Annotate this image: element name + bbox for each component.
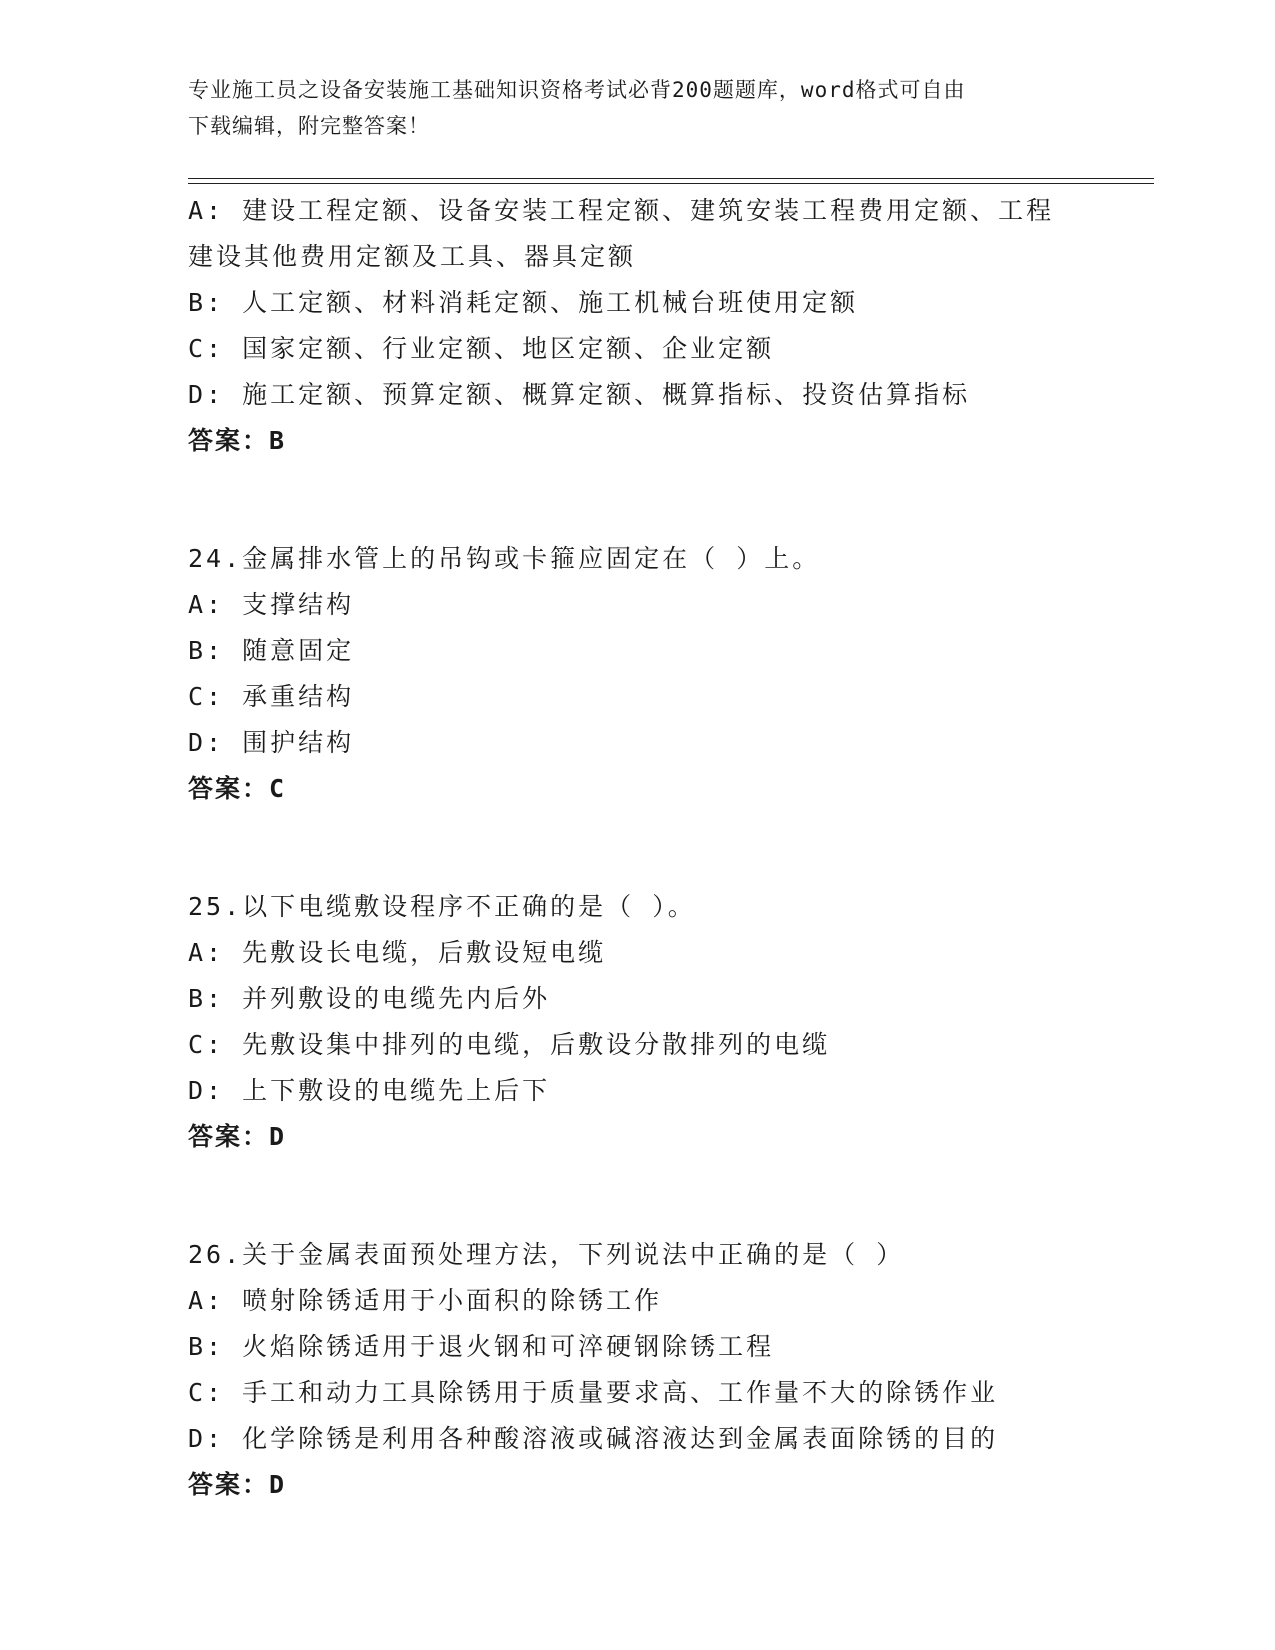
- question-stem: 25.以下电缆敷设程序不正确的是（ ）。: [188, 892, 696, 921]
- header-divider-top: [188, 178, 1154, 179]
- question-gap: [188, 812, 1148, 884]
- header-line-2: 下载编辑，附完整答案！: [188, 114, 430, 138]
- option-a: A: 喷射除锈适用于小面积的除锈工作: [188, 1286, 663, 1315]
- option-b: B: 火焰除锈适用于退火钢和可淬硬钢除锈工程: [188, 1332, 775, 1361]
- option-b: B: 并列敷设的电缆先内后外: [188, 984, 551, 1013]
- option-c: C: 手工和动力工具除锈用于质量要求高、工作量不大的除锈作业: [188, 1378, 999, 1407]
- option-d: D: 化学除锈是利用各种酸溶液或碱溶液达到金属表面除锈的目的: [188, 1424, 999, 1453]
- option-b: B: 随意固定: [188, 636, 355, 665]
- option-a: A: 建设工程定额、设备安装工程定额、建筑安装工程费用定额、工程: [188, 196, 1055, 225]
- answer-line: 答案：C: [188, 774, 287, 803]
- answer-line: 答案：D: [188, 1122, 287, 1151]
- option-c: C: 国家定额、行业定额、地区定额、企业定额: [188, 334, 775, 363]
- question-content: [188, 188, 1148, 1508]
- option-a: A: 支撑结构: [188, 590, 355, 619]
- option-d: D: 上下敷设的电缆先上后下: [188, 1076, 551, 1105]
- option-d: D: 围护结构: [188, 728, 355, 757]
- answer-line: 答案：D: [188, 1470, 287, 1499]
- option-c: C: 先敷设集中排列的电缆，后敷设分散排列的电缆: [188, 1030, 831, 1059]
- question-stem: 24.金属排水管上的吊钩或卡箍应固定在（ ）上。: [188, 544, 821, 573]
- question-26: [188, 1232, 1148, 1508]
- header-line-1: 专业施工员之设备安装施工基础知识资格考试必背200题题库，word格式可自由: [188, 78, 966, 102]
- header-divider-bottom: [188, 183, 1154, 184]
- option-a: A: 先敷设长电缆，后敷设短电缆: [188, 938, 607, 967]
- document-header: [188, 72, 1088, 144]
- question-24: [188, 536, 1148, 812]
- question-25: [188, 884, 1148, 1160]
- option-d: D: 施工定额、预算定额、概算定额、概算指标、投资估算指标: [188, 380, 971, 409]
- option-a-continuation: 建设其他费用定额及工具、器具定额: [188, 242, 637, 271]
- question-23-options: [188, 188, 1148, 464]
- question-gap: [188, 1160, 1148, 1232]
- option-c: C: 承重结构: [188, 682, 355, 711]
- answer-line: 答案：B: [188, 426, 287, 455]
- question-stem: 26.关于金属表面预处理方法，下列说法中正确的是（ ）: [188, 1240, 905, 1269]
- option-b: B: 人工定额、材料消耗定额、施工机械台班使用定额: [188, 288, 859, 317]
- question-gap: [188, 464, 1148, 536]
